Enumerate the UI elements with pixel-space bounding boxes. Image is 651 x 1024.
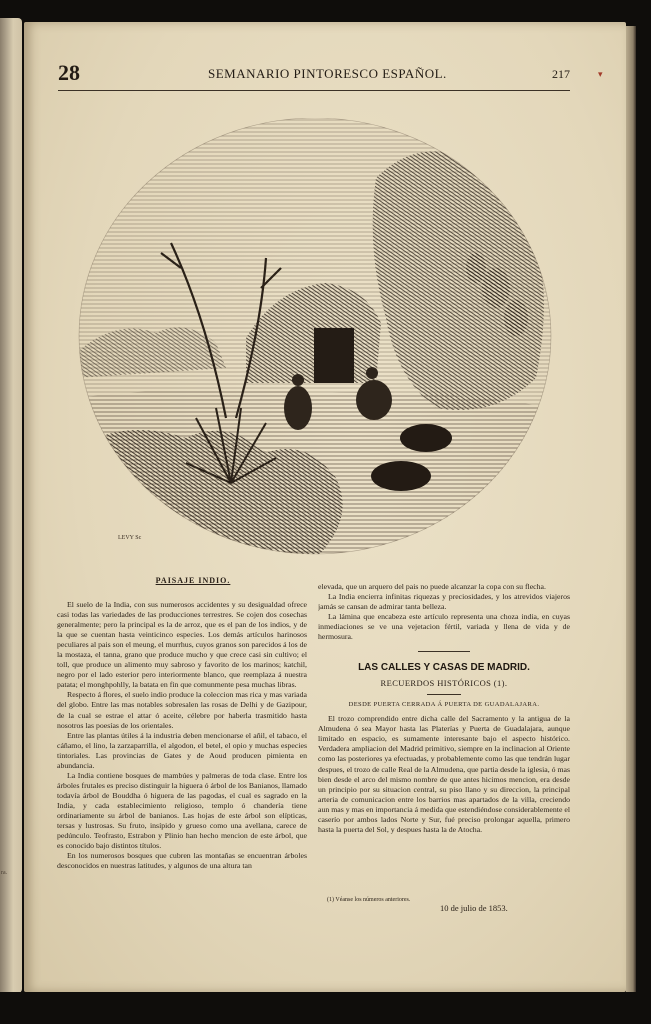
adjacent-page-fragment: ra. (1, 870, 8, 876)
section-heading: DESDE PUERTA CERRADA Á PUERTA DE GUADALAJARA. (348, 701, 540, 709)
paragraph: El suelo de la India, con sus numerosos accidentes y su desigualdad ofrece casi todas las variedades de las producciones terrestres. Se cojen dos cosechas generalmente; pero la principal es la de arroz, que es el pan de los indios, y de la que se cuentan hasta veinticinco especies. Los demás artículos harinosos peculiares al pais son el meung, el murrhus, cuyos granos son parecidos á los de la mostaza, el tanna, grano que produce mucho y que crece casi sin cultivo; el toll, que produce un alimento muy sabroso y favorito de los marinos; katchil, negro por el lado esterior pero interiormente blanco, que reemplaza á nuestra patata; el monghpohlly, la batata en fin que comunmente pesa muchas libras. (57, 600, 307, 690)
article-subtitle: RECUERDOS HISTÓRICOS (1). (380, 678, 508, 689)
paragraph: La India contiene bosques de mambúes y palmeras de toda clase. Entre los árboles frutales es preciso distinguir la higuera ó árbol de los Banianos, llamado todavía árbol de Bouddha ó higuera de las pagodas, el cual es sagrado en la India, y cada establecimiento religioso, templo ó chandería tiene ordinariamente su árbol de banianos. Las hojas de este árbol son elípticas, tersas y lustrosas. Su fruto, insípido y grueso como una avellana, carece de pedúnculo. Teofrasto, Estrabon y Plinio han hecho mencion de este árbol, que es conocido bajo distintos títulos. (57, 770, 307, 851)
paragraph: elevada, que un arquero del pais no puede alcanzar la copa con su flecha. (318, 582, 546, 591)
dateline: 10 de julio de 1853. (440, 903, 508, 913)
paragraph: Entre las plantas útiles á la industria deben mencionarse el añil, el tabaco, el cáñamo, el lino, la zarzaparrilla, el algodon, el betel, el opio y muchas especies tintoriales. Las provincias de Gates y de Aoud producen pimienta en abundancia. (57, 730, 307, 770)
paragraph: En los numerosos bosques que cubren las montañas se encuentran árboles desconocidos en nuestras latitudes, y algunos de una altura tan (57, 851, 307, 871)
illustration-caption: PAISAJE INDIO. (155, 576, 231, 585)
page-stack-edge (626, 26, 636, 992)
journal-title: SEMANARIO PINTORESCO ESPAÑOL. (208, 66, 447, 81)
left-text-column (57, 600, 307, 910)
adjacent-page-edge (0, 18, 22, 993)
subtitle-divider (427, 694, 461, 695)
scan-background (0, 992, 651, 1024)
engraving-landscape-icon (76, 118, 554, 558)
paragraph: La India encierra infinitas riquezas y preciosidades, y los atrevidos viajeros jamás se cansan de admirar tanta belleza. (318, 592, 570, 612)
bookmark-mark-icon: ▾ (598, 69, 603, 79)
page-header (58, 60, 570, 91)
article-title: LAS CALLES Y CASAS DE MADRID. (358, 662, 530, 674)
engraver-signature: LEVY Sc (118, 535, 142, 541)
folio-number: 217 (552, 67, 570, 81)
right-text-column (318, 582, 570, 912)
paragraph: El trozo comprendido entre dicha calle del Sacramento y la antigua de la Almudena ó sea Mayor hasta las Platerías y Puerta de Guadalajara, aunque limitado en espacio, es sumamente interesante bajo el aspecto histórico. Verdadera ampliacion del Madrid primitivo, siempre en la inclinacion al Oriente como las posteriores ya efectuadas, y probablemente como las que tendrán lugar despues, el trozo de calle Real de la Almudena, que partia desde la iglesia, ó mas bien desde el arco del mismo nombre de que antes hicimos mencion, era desde un principio por su situacion central, su piso llano y su direccion, la principal arteria de comunicacion entre los barrios mas apartados de la villa, creciendo aun mas y mas en importancia á medida que estendiéndose considerablemente el caserío por ambos lados Norte y Sur, fué preciso prolongar aquella, primero hasta la puerta del Sol, y despues hasta la de Atocha. (318, 714, 570, 834)
section-divider (418, 651, 470, 652)
issue-number: 28 (58, 60, 80, 85)
footnote: (1) Véanse los números anteriores. (327, 897, 411, 903)
paragraph: La lámina que encabeza este artículo representa una choza india, en cuyas inmediaciones se ve una vejetacion fértil, variada y llena de vida y de hermosura. (318, 612, 570, 642)
paragraph: Respecto á flores, el suelo indio produce la coleccion mas rica y mas variada del globo. Entre las mas notables sobresalen las rosas de Delhi y de Gazipour, de la cual se estrae el attar ó aceite, célebre por haberla trasmitido hasta nosotros las poesías de los orientales. (57, 690, 307, 730)
